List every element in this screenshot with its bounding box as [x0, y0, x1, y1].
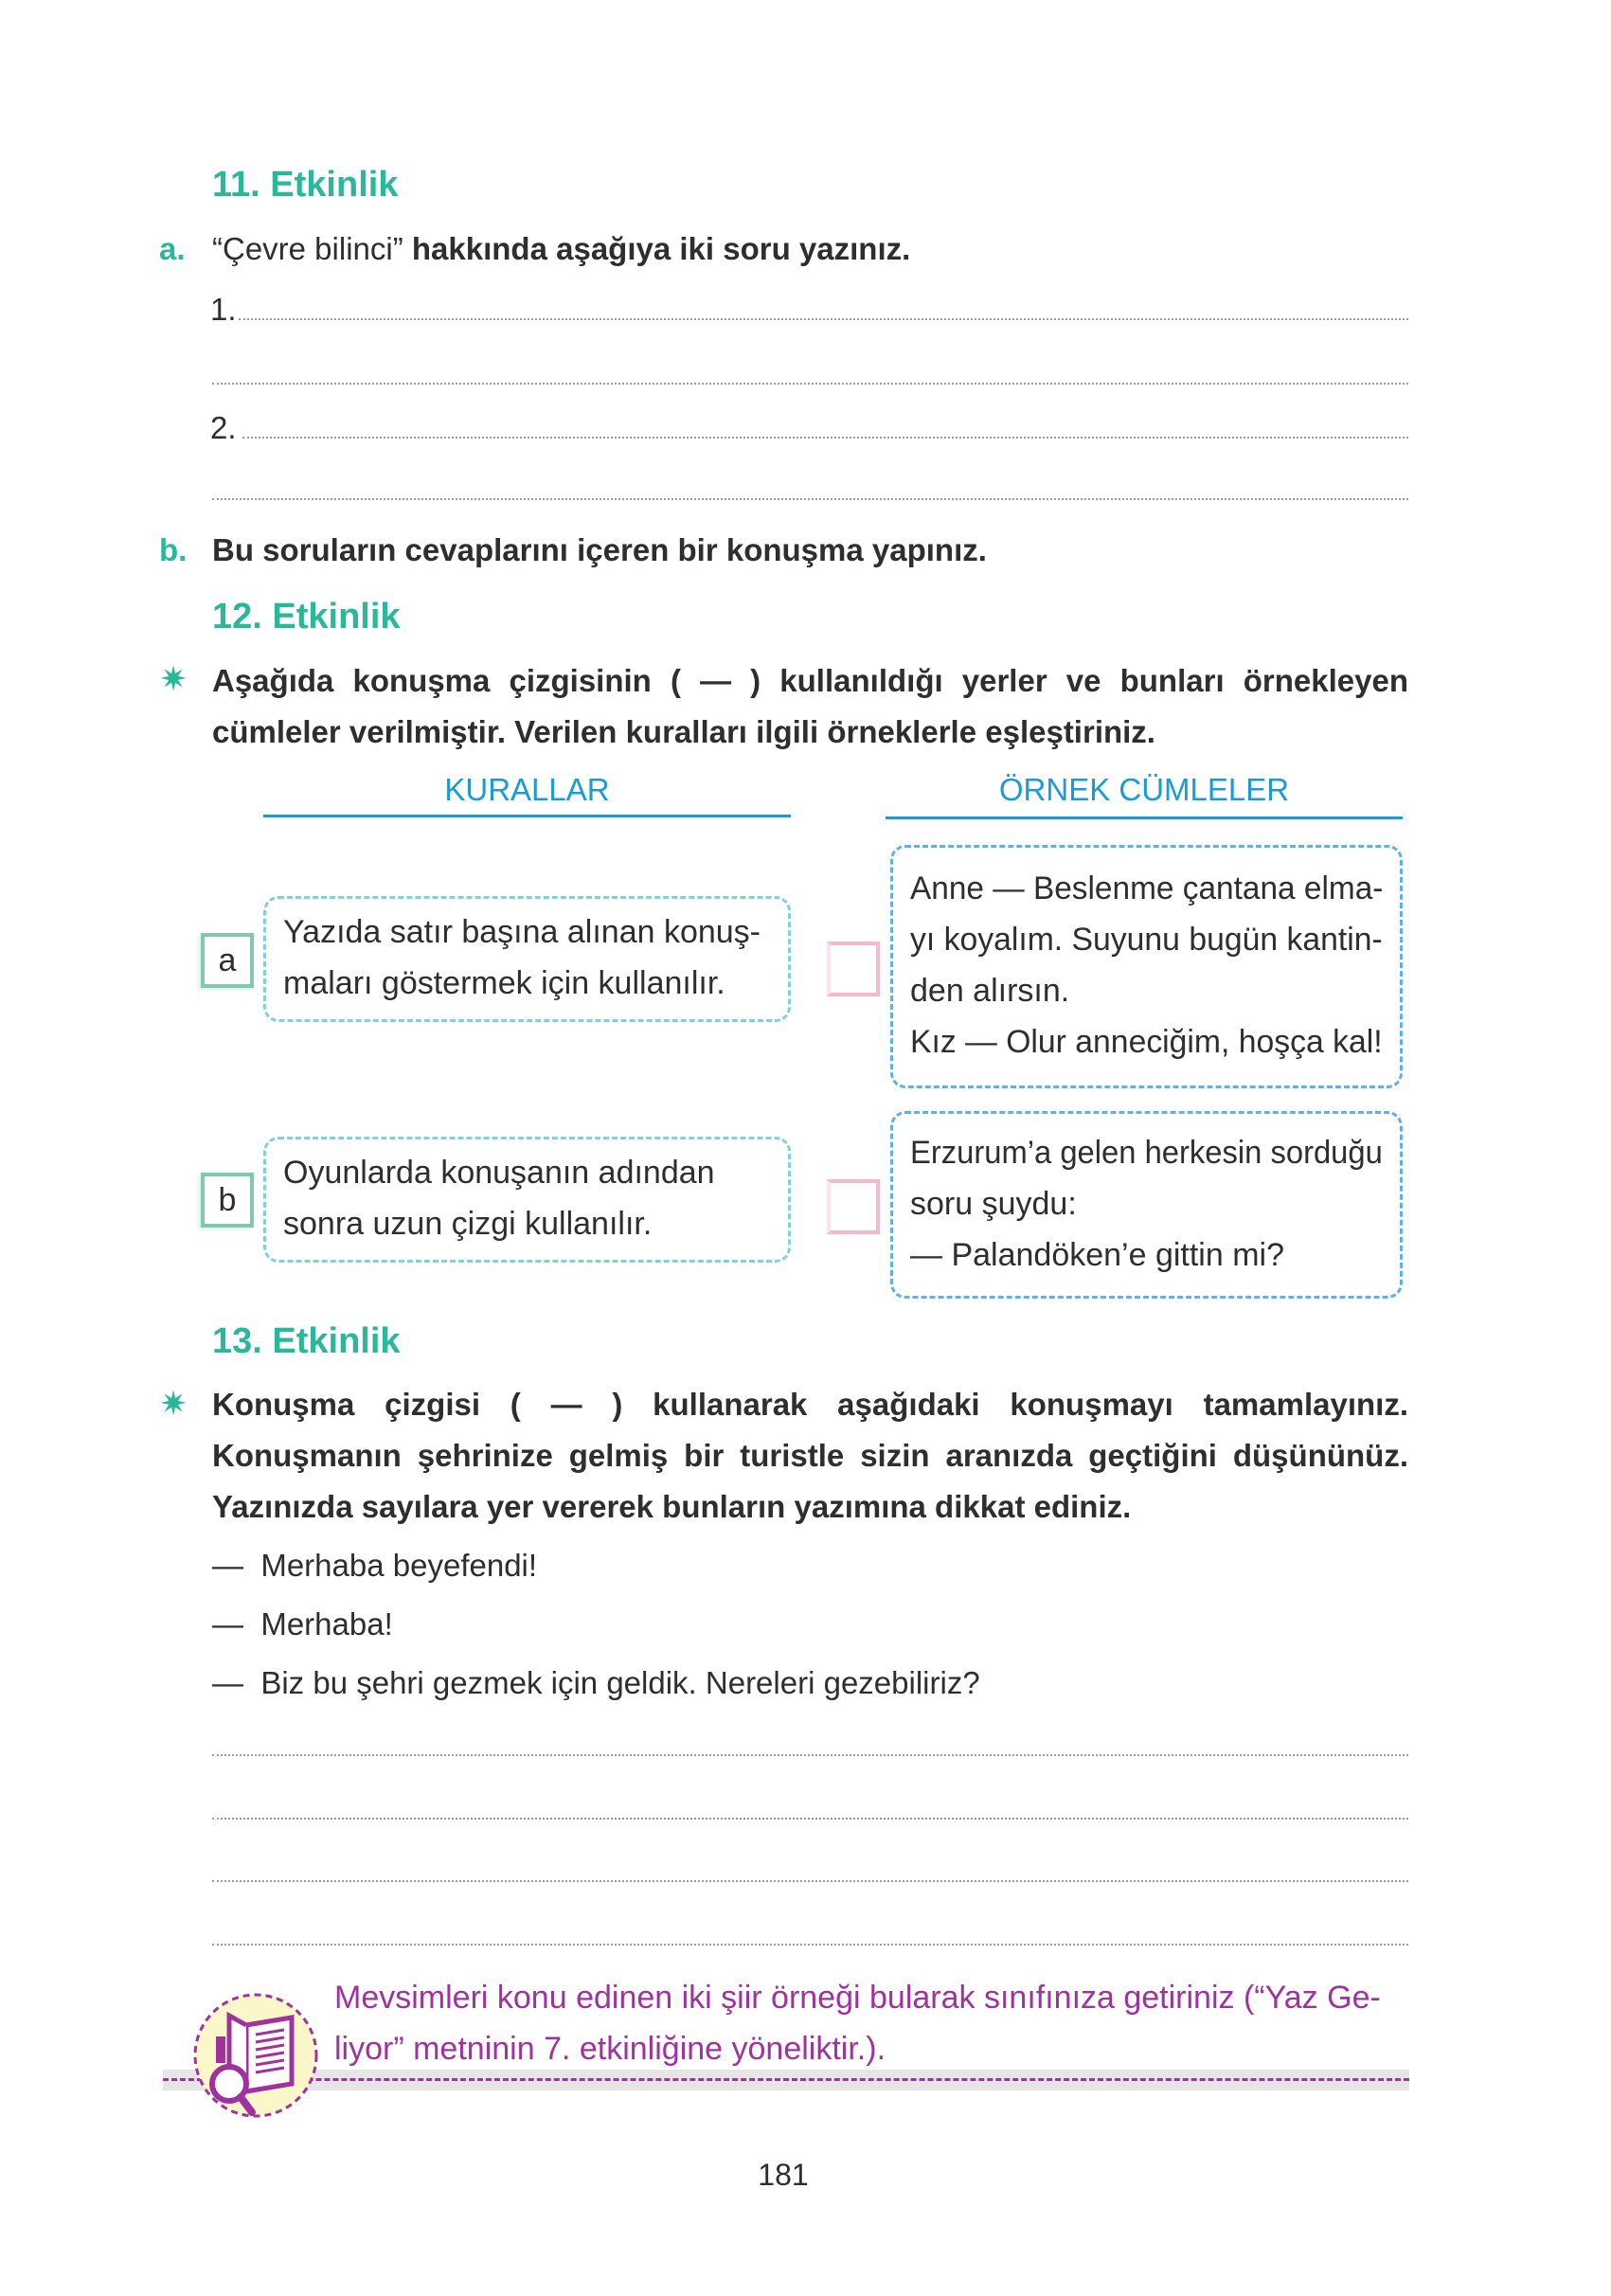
- example-text: — Palandöken’e gittin mi?: [910, 1237, 1285, 1273]
- item-a-marker: a.: [159, 231, 186, 266]
- activity-12-title: 12. Etkinlik: [212, 597, 401, 637]
- rule-box-b: [263, 1137, 791, 1263]
- dialogue-line: [212, 1606, 393, 1642]
- rule-text: Oyunlarda konuşanın adından: [283, 1155, 715, 1191]
- item-b-text: Bu soruların cevaplarını içeren bir konuşma yapınız.: [212, 532, 987, 567]
- example-text: yı koyalım. Suyunu bugün kantin-: [910, 922, 1383, 958]
- item-b-marker: b.: [159, 532, 188, 567]
- book-magnifier-icon: [189, 1989, 322, 2122]
- note-divider: [163, 2078, 1409, 2081]
- rule-box-a: [263, 896, 791, 1022]
- writing-line[interactable]: [212, 1880, 1408, 1882]
- writing-line[interactable]: [212, 1944, 1408, 1946]
- dialogue-line: [212, 1665, 980, 1701]
- dash: —: [212, 1665, 243, 1700]
- rules-header: KURALLAR: [444, 772, 610, 807]
- dialogue-line: [212, 1548, 537, 1584]
- item-a-text: hakkında aşağıya iki soru yazınız.: [403, 231, 911, 266]
- star-bullet-icon: ✷: [159, 659, 188, 698]
- instruction-line: Konuşma çizgisi ( — ) kullanarak aşağıdaki konuşmayı tamamlayınız.: [212, 1387, 1408, 1422]
- writing-line[interactable]: [212, 1818, 1408, 1820]
- example-text: Anne — Beslenme çantana elma-: [910, 870, 1384, 906]
- item-a-instruction: [212, 231, 910, 267]
- answer-2-line-2[interactable]: [212, 498, 1408, 500]
- item-a-quote: “Çevre bilinci”: [212, 231, 403, 266]
- note-line: Mevsimleri konu edinen iki şiir örneği bularak sınıfınıza getiriniz (“Yaz Ge-: [334, 1980, 1381, 2016]
- match-answer-box-2[interactable]: [827, 1179, 880, 1234]
- activity-12-instruction: [212, 655, 1408, 758]
- page-number: 181: [758, 2158, 809, 2192]
- example-text: soru şuydu:: [910, 1186, 1077, 1222]
- answer-1-line[interactable]: [239, 318, 1408, 320]
- answer-2-label: 2.: [210, 410, 237, 445]
- note-line: liyor” metninin 7. etkinliğine yöneliktir.).: [334, 2031, 886, 2067]
- dialogue-text: Merhaba beyefendi!: [260, 1548, 538, 1583]
- research-note-text: [334, 1972, 1408, 2074]
- examples-header-underline: [886, 816, 1403, 819]
- rule-text: Yazıda satır başına alınan konuş-: [283, 914, 761, 950]
- instruction-line: Yazınızda sayılara yer vererek bunların yazımına dikkat ediniz.: [212, 1489, 1132, 1524]
- writing-line[interactable]: [212, 1754, 1408, 1756]
- instruction-line: Aşağıda konuşma çizgisinin ( — ) kullanıldığı yerler ve bunları örnekleyen: [212, 663, 1408, 698]
- answer-1-line-2[interactable]: [212, 383, 1408, 385]
- activity-11-title: 11. Etkinlik: [212, 165, 399, 205]
- example-box-2: [890, 1111, 1403, 1299]
- example-text: Kız — Olur anneciğim, hoşça kal!: [910, 1024, 1383, 1060]
- example-text: den alırsın.: [910, 973, 1070, 1009]
- rule-letter-b: b: [201, 1173, 254, 1228]
- dialogue-text: Merhaba!: [260, 1606, 393, 1641]
- rule-text: maları göstermek için kullanılır.: [283, 965, 725, 1001]
- example-box-1: [890, 845, 1403, 1088]
- dash: —: [212, 1548, 243, 1583]
- answer-2-line[interactable]: [242, 437, 1408, 439]
- dialogue-text: Biz bu şehri gezmek için geldik. Nereleri gezebiliriz?: [260, 1665, 980, 1700]
- match-answer-box-1[interactable]: [827, 942, 880, 996]
- examples-header: ÖRNEK CÜMLELER: [998, 772, 1290, 807]
- instruction-line: cümleler verilmiştir. Verilen kuralları ilgili örneklerle eşleştiriniz.: [212, 714, 1155, 749]
- answer-1-label: 1.: [210, 292, 237, 327]
- rule-letter-a: a: [201, 933, 254, 988]
- dash: —: [212, 1606, 243, 1641]
- activity-13-instruction: [212, 1379, 1408, 1533]
- rules-header-underline: [263, 815, 791, 817]
- activity-13-title: 13. Etkinlik: [212, 1321, 401, 1361]
- example-text: Erzurum’a gelen herkesin sorduğu: [910, 1135, 1383, 1171]
- star-bullet-icon: ✷: [159, 1384, 188, 1423]
- instruction-line: Konuşmanın şehrinize gelmiş bir turistle sizin aranızda geçtiğini düşününüz.: [212, 1438, 1408, 1473]
- rule-text: sonra uzun çizgi kullanılır.: [283, 1206, 653, 1242]
